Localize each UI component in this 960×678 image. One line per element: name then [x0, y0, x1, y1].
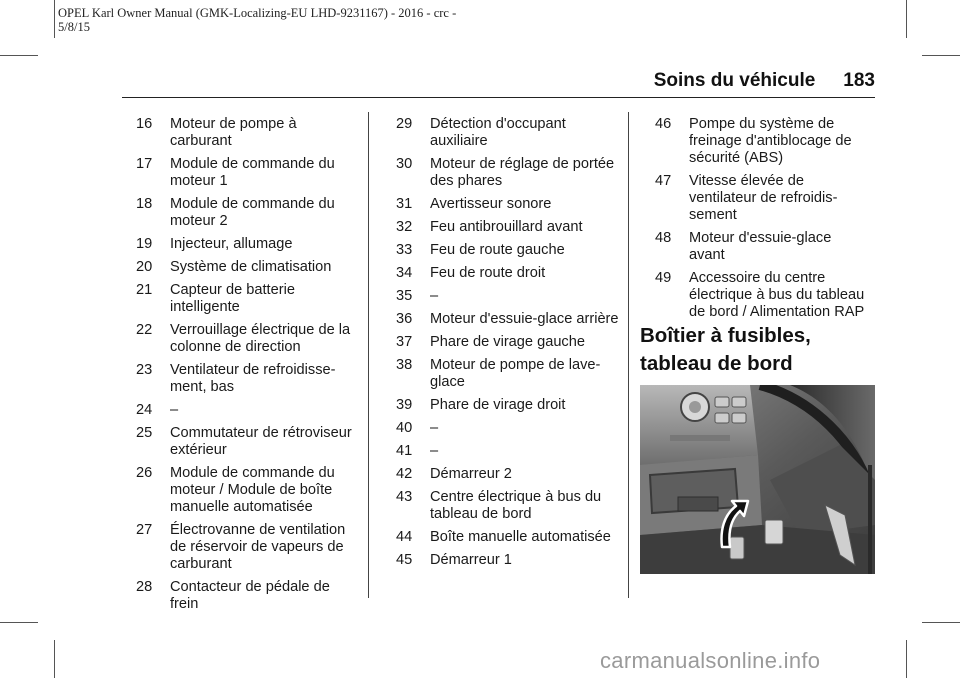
dashboard-fusebox-photo	[640, 385, 875, 574]
list-item	[396, 196, 621, 213]
list-item	[396, 489, 621, 523]
section-title: Soins du véhicule	[653, 70, 816, 91]
list-item	[396, 420, 621, 437]
fuse-number: 16	[136, 116, 153, 132]
list-item	[136, 236, 358, 253]
subsection-heading: Boîtier à fusibles, tableau de bord	[640, 324, 811, 375]
document-meta-line: OPEL Karl Owner Manual (GMK-Localizing-EU LHD-9231167) - 2016 - crc -	[58, 6, 457, 20]
crop-mark	[906, 640, 907, 678]
fuse-description: Feu de route droit	[430, 265, 546, 281]
fuse-description: Phare de virage droit	[430, 397, 566, 413]
fuse-description: Démarreur 1	[430, 552, 512, 568]
fuse-number: 19	[136, 236, 153, 252]
list-item	[136, 362, 358, 396]
fuse-number: 30	[396, 156, 413, 172]
fuse-number: 47	[655, 173, 672, 189]
crop-mark	[922, 55, 960, 56]
watermark: carmanualsonline.info	[600, 648, 821, 673]
list-item	[136, 402, 358, 419]
fuse-number: 23	[136, 362, 153, 378]
list-item	[136, 522, 358, 573]
list-item	[655, 270, 870, 321]
fuse-description: –	[430, 420, 439, 436]
fuse-description: Feu de route gauche	[430, 242, 565, 258]
fuse-description: Accessoire du centre électrique à bus du tableau de bord / Alimentation RAP	[689, 270, 865, 320]
list-item	[396, 397, 621, 414]
fuse-number: 28	[136, 579, 153, 595]
column-divider	[628, 112, 629, 598]
fuse-number: 49	[655, 270, 672, 286]
list-item	[136, 322, 358, 356]
fuse-description: Verrouillage électrique de la colonne de direction	[170, 322, 351, 355]
fuse-number: 31	[396, 196, 413, 212]
list-item	[396, 156, 621, 190]
fuse-description: –	[430, 288, 439, 304]
fuse-description: Ventilateur de refroidisse-ment, bas	[170, 362, 336, 395]
fuse-number: 33	[396, 242, 413, 258]
fuse-description: Moteur d'essuie-glace arrière	[430, 311, 619, 327]
fuse-number: 38	[396, 357, 413, 373]
fuse-description: Détection d'occupant auxiliaire	[430, 116, 566, 149]
list-item	[136, 465, 358, 516]
crop-mark	[54, 0, 55, 38]
fuse-number: 27	[136, 522, 153, 538]
fuse-number: 37	[396, 334, 413, 350]
fuse-number: 48	[655, 230, 672, 246]
fuse-description: Démarreur 2	[430, 466, 512, 482]
list-item	[396, 552, 621, 569]
fuse-description: –	[430, 443, 439, 459]
list-item	[136, 259, 358, 276]
fuse-number: 36	[396, 311, 413, 327]
fuse-description: Injecteur, allumage	[170, 236, 293, 252]
list-item	[655, 230, 870, 264]
list-item	[396, 466, 621, 483]
fuse-number: 46	[655, 116, 672, 132]
list-item	[136, 116, 358, 150]
list-item	[136, 579, 358, 613]
fuse-description: Commutateur de rétroviseur extérieur	[170, 425, 352, 458]
fuse-description: Contacteur de pédale de frein	[170, 579, 330, 612]
fuse-number: 26	[136, 465, 153, 481]
fuse-list-column-3	[655, 116, 870, 327]
crop-mark	[922, 622, 960, 623]
page-header	[654, 70, 875, 92]
fuse-number: 40	[396, 420, 413, 436]
list-item	[136, 425, 358, 459]
fuse-description: Phare de virage gauche	[430, 334, 585, 350]
fuse-description: Avertisseur sonore	[430, 196, 552, 212]
list-item	[396, 288, 621, 305]
fuse-number: 18	[136, 196, 153, 212]
list-item	[655, 116, 870, 167]
fuse-description: Capteur de batterie intelligente	[170, 282, 295, 315]
fuse-description: Module de commande du moteur / Module de boîte manuelle automatisée	[170, 465, 335, 515]
list-item	[396, 265, 621, 282]
fuse-list-column-2	[396, 116, 621, 575]
fuse-description: Vitesse élevée de ventilateur de refroidis-sement	[689, 173, 838, 223]
fuse-description: Module de commande du moteur 2	[170, 196, 335, 229]
fuse-description: Boîte manuelle automatisée	[430, 529, 611, 545]
list-item	[396, 443, 621, 460]
list-item	[396, 311, 621, 328]
fuse-number: 17	[136, 156, 153, 172]
fuse-number: 22	[136, 322, 153, 338]
fuse-number: 35	[396, 288, 413, 304]
fuse-description: Centre électrique à bus du tableau de bord	[430, 489, 602, 522]
fuse-number: 34	[396, 265, 413, 281]
list-item	[136, 156, 358, 190]
list-item	[136, 282, 358, 316]
list-item	[396, 219, 621, 236]
list-item	[136, 196, 358, 230]
fuse-description: Feu antibrouillard avant	[430, 219, 583, 235]
page-number: 183	[843, 70, 875, 91]
fuse-number: 25	[136, 425, 153, 441]
control-knob	[689, 401, 701, 413]
list-item	[396, 334, 621, 351]
crop-mark	[0, 622, 38, 623]
header-divider	[122, 97, 875, 98]
fuse-number: 29	[396, 116, 413, 132]
fuse-number: 44	[396, 529, 413, 545]
column-divider	[368, 112, 369, 598]
fuse-number: 42	[396, 466, 413, 482]
fuse-description: Moteur de réglage de portée des phares	[430, 156, 615, 189]
fuse-number: 39	[396, 397, 413, 413]
fuse-description: Système de climatisation	[170, 259, 332, 275]
crop-mark	[0, 55, 38, 56]
list-item	[396, 242, 621, 259]
fuse-description: Module de commande du moteur 1	[170, 156, 335, 189]
fuse-number: 41	[396, 443, 413, 459]
document-meta	[58, 6, 456, 34]
fuse-description: Pompe du système de freinage d'antiblocage de sécurité (ABS)	[689, 116, 852, 166]
fuse-description: –	[170, 402, 179, 418]
crop-mark	[906, 0, 907, 38]
fuse-description: Moteur de pompe à carburant	[170, 116, 297, 149]
list-item	[396, 116, 621, 150]
list-item	[655, 173, 870, 224]
fuse-number: 32	[396, 219, 413, 235]
fuse-number: 24	[136, 402, 153, 418]
fuse-description: Moteur d'essuie-glace avant	[689, 230, 832, 263]
list-item	[396, 529, 621, 546]
fuse-number: 45	[396, 552, 413, 568]
fuse-list-column-1	[136, 116, 358, 619]
fuse-description: Électrovanne de ventilation de réservoir de vapeurs de carburant	[170, 522, 346, 572]
fuse-description: Moteur de pompe de lave-glace	[430, 357, 601, 390]
crop-mark	[54, 640, 55, 678]
list-item	[396, 357, 621, 391]
fuse-number: 20	[136, 259, 153, 275]
fuse-number: 43	[396, 489, 413, 505]
fuse-number: 21	[136, 282, 153, 298]
document-meta-date: 5/8/15	[58, 20, 90, 34]
